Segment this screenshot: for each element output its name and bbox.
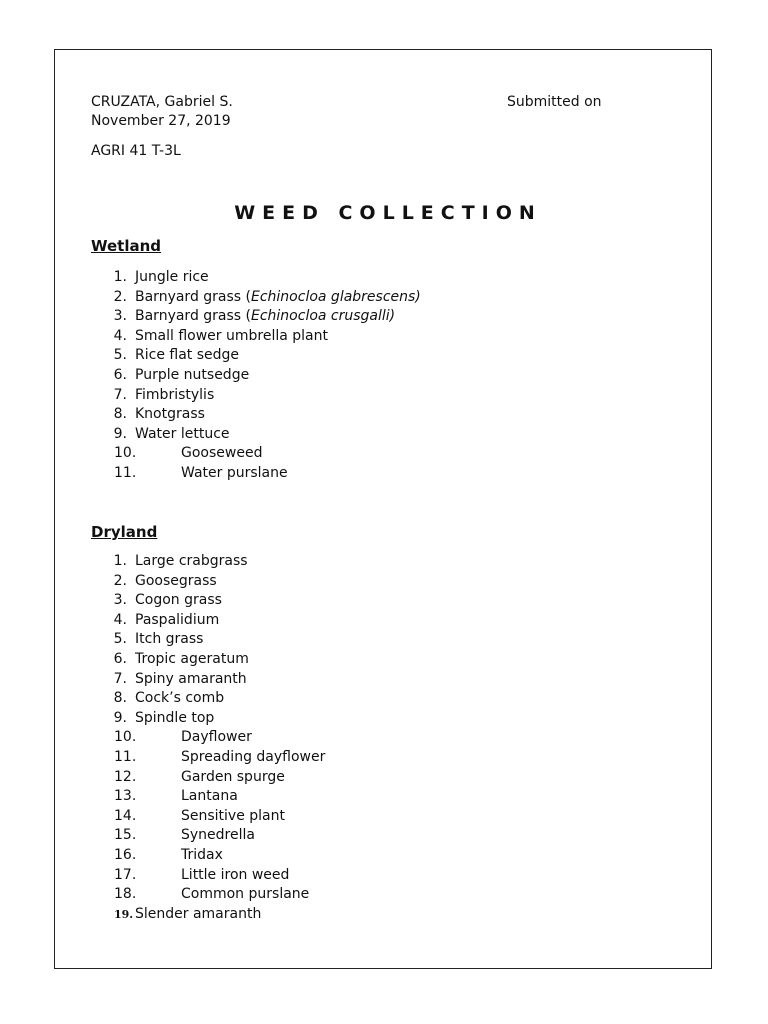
list-item-number: 15. [114,827,137,844]
list-item-name [135,650,249,670]
list-item-number: 1. [113,553,127,569]
list-item-name [135,425,230,445]
list-item-number: 11. [114,464,137,481]
list-item-number: 5. [113,631,127,648]
list-item-name [135,689,224,709]
weed-scientific-name: Echinocloa glabrescens) [251,288,421,305]
list-item-name [181,768,285,788]
weed-scientific-name: Echinocloa crusgalli) [251,308,396,325]
weed-common-name: Spreading dayflower [181,748,326,765]
list-item-number: 10. [114,729,137,746]
weed-common-name: Goosegrass [135,572,217,589]
weed-common-name: Synedrella [181,827,255,844]
list-item-name [181,866,289,886]
document-title: WEED COLLECTION [234,202,542,224]
weed-common-name: Rice flat sedge [135,347,240,364]
list-item-number: 13. [114,788,137,805]
list-item-name [181,464,288,484]
list-item-name [181,728,252,748]
list-item-number: 9. [113,709,127,726]
weed-common-name: Cock’s comb [135,690,225,707]
weed-common-name: Tropic ageratum [135,650,249,667]
list-item-number: 18. [114,886,137,903]
weed-common-name: Cogon grass [135,592,222,609]
list-item-number: 6. [113,366,127,383]
weed-common-name: Water purslane [181,464,288,481]
list-item-name [135,268,209,288]
submission-date: November 27, 2019 [91,113,231,129]
list-item-name [135,288,421,308]
list-item-name [135,386,214,406]
list-item-number: 11. [114,748,137,765]
course-code: AGRI 41 T-3L [91,143,181,159]
list-item-name [135,552,248,572]
document-page [54,49,712,969]
list-item-name [135,709,214,729]
list-item-number: 3. [113,308,127,325]
weed-common-name: Little iron weed [181,866,290,883]
list-item-name [135,307,395,327]
list-item-number: 2. [113,572,127,589]
weed-common-name: Spindle top [135,709,215,726]
list-item-name [181,885,309,905]
weed-common-name: Garden spurge [181,768,285,785]
list-item-number: 7. [113,670,127,687]
list-item-name [135,630,203,650]
weed-common-name: Jungle rice [135,269,209,285]
list-item-number: 17. [114,866,137,883]
list-item-number: 4. [113,611,127,628]
list-item-number: 9. [113,425,127,442]
list-item-name [181,826,255,846]
list-item-name [135,611,219,631]
weed-common-name: Water lettuce [135,425,230,442]
list-item-number: 19. [114,907,134,921]
weed-common-name: Barnyard grass ( [135,288,251,305]
list-item-name [135,670,247,690]
weed-common-name: Itch grass [135,631,204,648]
weed-common-name: Sensitive plant [181,807,286,824]
list-item-number: 16. [114,846,137,863]
submitted-label: Submitted on [507,94,602,110]
weed-common-name: Barnyard grass ( [135,308,251,325]
list-item-number: 10. [114,445,137,462]
weed-common-name: Paspalidium [135,611,220,628]
list-item-name [181,807,285,827]
weed-common-name: Purple nutsedge [135,366,250,383]
list-item-name [135,572,217,592]
list-item-name [135,405,205,425]
list-item-name [135,346,239,366]
wetland-heading: Wetland [91,237,162,255]
weed-common-name: Dayflower [181,729,252,746]
list-item-number: 14. [114,807,137,824]
list-item-number: 6. [113,650,127,667]
weed-common-name: Spiny amaranth [135,670,247,687]
list-item-name [181,787,238,807]
list-item-number: 8. [113,690,127,707]
list-item-number: 4. [113,327,127,344]
list-item-name [181,444,262,464]
list-item-name [135,327,328,347]
weed-common-name: Slender amaranth [135,905,262,922]
author-name: CRUZATA, Gabriel S. [91,94,233,110]
weed-common-name: Tridax [181,846,223,863]
dryland-heading: Dryland [91,523,158,541]
weed-common-name: Knotgrass [135,406,205,423]
weed-common-name: Lantana [181,788,238,805]
weed-common-name: Small flower umbrella plant [135,327,328,344]
list-item-name [181,748,325,768]
list-item-number: 2. [113,288,127,305]
weed-common-name: Common purslane [181,886,310,903]
weed-common-name: Fimbristylis [135,386,215,403]
list-item-number: 8. [113,406,127,423]
list-item-name [181,846,223,866]
list-item-number: 7. [113,386,127,403]
list-item-number: 5. [113,347,127,364]
list-item-name [135,591,222,611]
list-item-name [135,905,261,925]
list-item-number: 12. [114,768,137,785]
weed-common-name: Large crabgrass [135,553,248,569]
weed-common-name: Gooseweed [181,445,263,462]
list-item-number: 3. [113,592,127,609]
list-item-name [135,366,249,386]
list-item-number: 1. [113,269,127,285]
